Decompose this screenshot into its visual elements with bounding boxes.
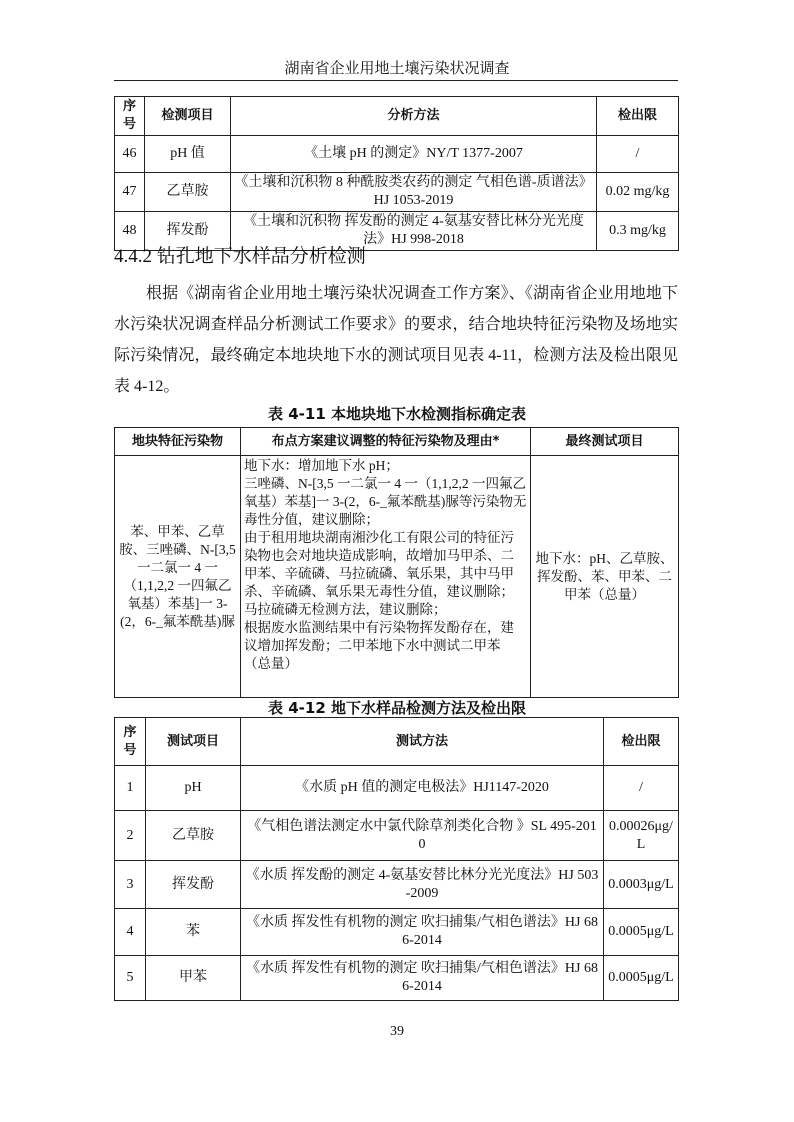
soil-methods-table (114, 96, 679, 251)
cell: 46 (115, 136, 145, 173)
cell: 《土壤和沉积物 8 种酰胺类农药的测定 气相色谱-质谱法》HJ 1053-2019 (231, 173, 597, 212)
cell: 《土壤和沉积物 挥发酚的测定 4-氨基安替比林分光光度法》HJ 998-2018 (231, 212, 597, 251)
col-header: 序号 (115, 718, 146, 766)
cell: 0.0003μg/L (604, 861, 679, 909)
table-row (115, 861, 679, 909)
cell: pH 值 (145, 136, 231, 173)
cell: 苯 (146, 909, 241, 956)
table-row (115, 909, 679, 956)
cell: / (604, 766, 679, 811)
cell: 4 (115, 909, 146, 956)
col-header: 测试方法 (241, 718, 604, 766)
header-rule (114, 80, 678, 81)
col-header: 布点方案建议调整的特征污染物及理由* (241, 428, 531, 456)
table-row (115, 811, 679, 861)
running-header: 湖南省企业用地土壤污染状况调查 (284, 61, 510, 77)
table-caption: 表 4-11 本地块地下水检测指标确定表 (268, 405, 526, 423)
cell: 3 (115, 861, 146, 909)
cell: 1 (115, 766, 146, 811)
page-number: 39 (390, 1024, 404, 1039)
cell: 地下水：增加地下水 pH； 三唑磷、N-[3,5 一二氯一 4 一（1,1,2,2 一四氟乙氧基）苯基]一 3-(2，6-_氟苯酰基)脲等污染物无毒性分值，建议删除； 由于租用地块湖南湘沙化工有限公司的特征污染物也会对地块造成影响，故增加马甲杀、二甲苯、辛硫磷、马拉硫磷、氧乐果，其中马甲杀、辛硫磷、氧乐果无毒性分值，建议删除；马拉硫磷无检测方法，建议删除； 根据废水监测结果中有污染物挥发酚存在，建议增加挥发酚；二甲苯地下水中测试二甲苯（总量） (241, 456, 531, 698)
cell: 《气相色谱法测定水中氯代除草剂类化合物 》SL 495-2010 (241, 811, 604, 861)
col-header: 检测项目 (145, 97, 231, 136)
col-header: 地块特征污染物 (115, 428, 241, 456)
cell: 《水质 挥发性有机物的测定 吹扫捕集/气相色谱法》HJ 686-2014 (241, 956, 604, 1001)
table-row (115, 173, 679, 212)
cell: 0.00026μg/L (604, 811, 679, 861)
cell: 《水质 pH 值的测定电极法》HJ1147-2020 (241, 766, 604, 811)
cell: 苯、甲苯、乙草胺、三唑磷、N-[3,5 一二氯一 4 一（1,1,2,2 一四氟乙氧基）苯基]一 3-(2，6-_氟苯酰基)脲 (115, 456, 241, 698)
col-header: 检出限 (597, 97, 679, 136)
table-row (115, 766, 679, 811)
groundwater-methods-table (114, 717, 679, 1001)
body-paragraph: 根据《湖南省企业用地土壤污染状况调查工作方案》、《湖南省企业用地地下水污染状况调查样品分析测试工作要求》的要求，结合地块特征污染物及场地实际污染情况，最终确定本地块地下水的测试项目见表 4-11，检测方法及检出限见表 4-12。 (114, 285, 678, 395)
cell: 0.02 mg/kg (597, 173, 679, 212)
cell: 0.0005μg/L (604, 956, 679, 1001)
cell: 乙草胺 (146, 811, 241, 861)
cell: 《水质 挥发性有机物的测定 吹扫捕集/气相色谱法》HJ 686-2014 (241, 909, 604, 956)
col-header: 序号 (115, 97, 145, 136)
cell: 0.0005μg/L (604, 909, 679, 956)
table-row (115, 456, 679, 698)
section-heading: 4.4.2 钻孔地下水样品分析检测 (114, 246, 366, 267)
cell: 甲苯 (146, 956, 241, 1001)
cell: 2 (115, 811, 146, 861)
cell: 47 (115, 173, 145, 212)
cell: 地下水：pH、乙草胺、挥发酚、苯、甲苯、二甲苯（总量） (531, 456, 679, 698)
table-caption: 表 4-12 地下水样品检测方法及检出限 (268, 699, 526, 717)
cell: 0.3 mg/kg (597, 212, 679, 251)
cell: pH (146, 766, 241, 811)
groundwater-indicator-table (114, 427, 679, 698)
col-header: 分析方法 (231, 97, 597, 136)
cell: 《土壤 pH 的测定》NY/T 1377-2007 (231, 136, 597, 173)
table-header-row (115, 97, 679, 136)
cell: / (597, 136, 679, 173)
col-header: 测试项目 (146, 718, 241, 766)
cell: 48 (115, 212, 145, 251)
cell: 5 (115, 956, 146, 1001)
table-header-row (115, 718, 679, 766)
table-header-row (115, 428, 679, 456)
cell: 挥发酚 (145, 212, 231, 251)
cell: 挥发酚 (146, 861, 241, 909)
cell: 乙草胺 (145, 173, 231, 212)
table-row (115, 956, 679, 1001)
cell: 《水质 挥发酚的测定 4-氨基安替比林分光光度法》HJ 503-2009 (241, 861, 604, 909)
col-header: 最终测试项目 (531, 428, 679, 456)
table-row (115, 136, 679, 173)
col-header: 检出限 (604, 718, 679, 766)
